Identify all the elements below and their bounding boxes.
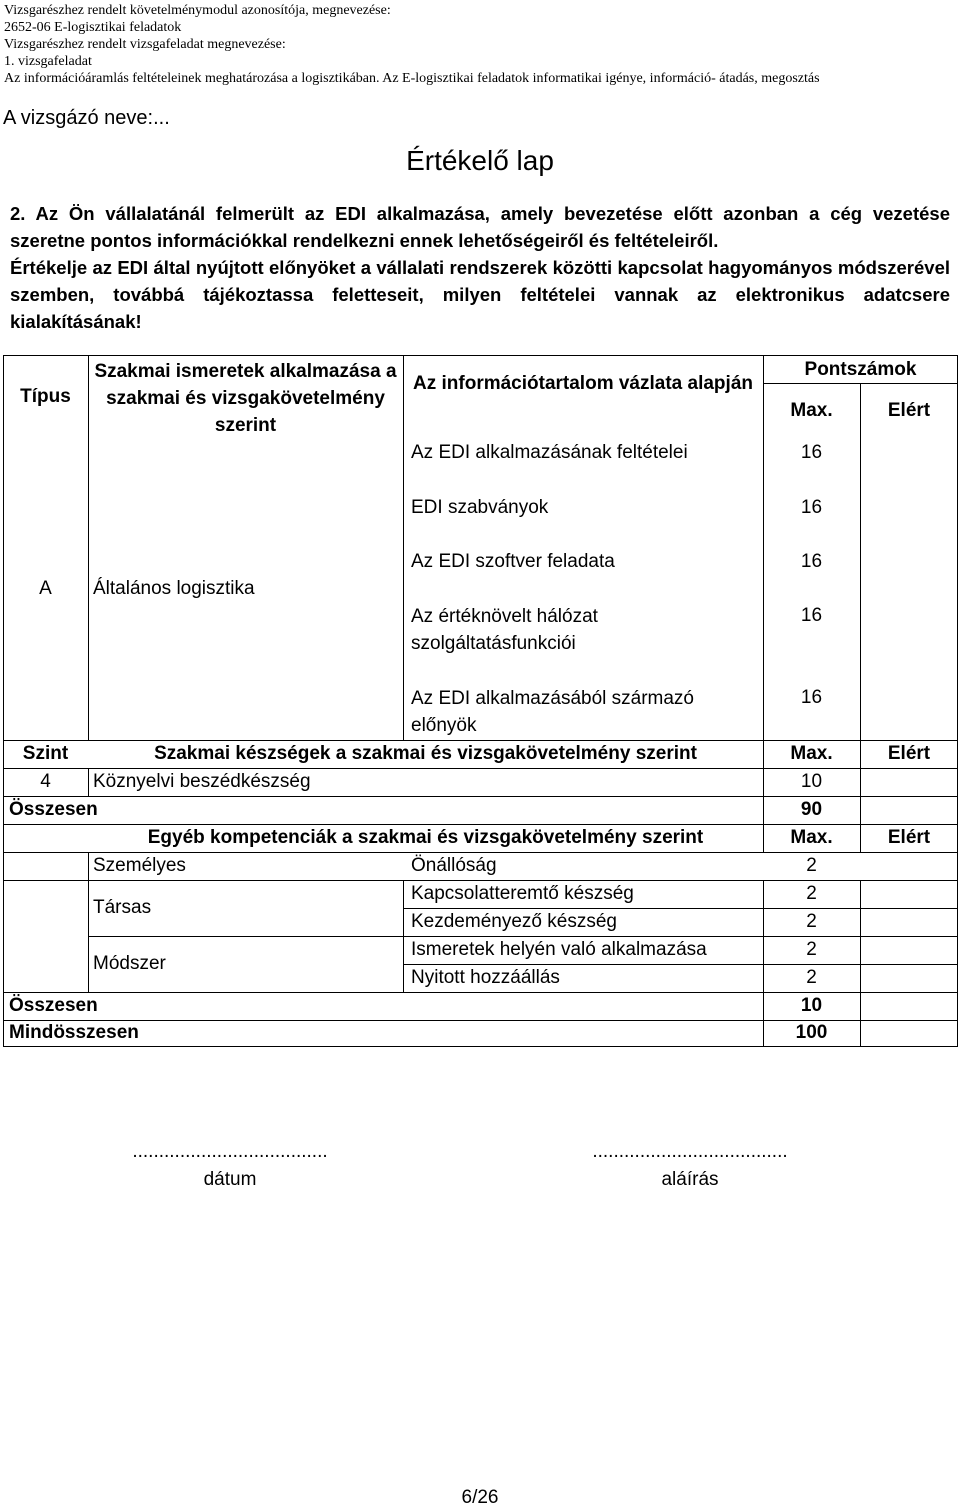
content-item-max: 16 bbox=[800, 605, 823, 626]
page-number: 6/26 bbox=[461, 1487, 499, 1508]
header-points: Pontszámok bbox=[804, 359, 917, 380]
competency-item-max: 2 bbox=[806, 855, 817, 876]
date-dots: ..................................... bbox=[132, 1141, 328, 1162]
content-item: Az EDI alkalmazásából származó előnyök bbox=[411, 688, 694, 736]
competency-item-max: 2 bbox=[806, 967, 817, 988]
content-item: EDI szabványok bbox=[411, 497, 549, 518]
module-label: Vizsgarészhez rendelt követelménymodul azonosítója, megnevezése: bbox=[4, 3, 391, 18]
content-item: Az értéknövelt hálózat szolgáltatásfunkciói bbox=[411, 606, 598, 654]
subtotal-label: Összesen bbox=[9, 995, 98, 1016]
page-title: Értékelő lap bbox=[406, 145, 554, 176]
date-block bbox=[80, 1138, 380, 1194]
task-title: Az információáramlás feltételeinek meghatározása a logisztikában. Az E-logisztikai feladatok informatikai igénye, információ- átadás, megosztás bbox=[4, 71, 820, 86]
competency-item: Nyitott hozzáállás bbox=[411, 967, 560, 988]
competency-item-max: 2 bbox=[806, 939, 817, 960]
content-item-max: 16 bbox=[800, 551, 823, 572]
level-header: Szint bbox=[22, 743, 69, 764]
skills-max-header: Max. bbox=[790, 743, 833, 764]
scoring-table bbox=[3, 355, 958, 1047]
competency-item: Kapcsolatteremtő készség bbox=[411, 883, 634, 904]
header-type: Típus bbox=[20, 386, 71, 407]
content-item-max: 16 bbox=[800, 687, 823, 708]
header-knowledge: Szakmai ismeretek alkalmazása a szakmai és vizsgakövetelmény szerint bbox=[94, 361, 397, 436]
content-item: Az EDI szoftver feladata bbox=[411, 551, 615, 572]
content-item-max: 16 bbox=[800, 497, 823, 518]
skill-item: Köznyelvi beszédkészség bbox=[93, 771, 311, 792]
competency-item-max: 2 bbox=[806, 883, 817, 904]
competency-item-max: 2 bbox=[806, 911, 817, 932]
task-paragraph-1: 2. Az Ön vállalatánál felmerült az EDI alkalmazása, amely bevezetése előtt azonban a cég vezetése szeretne pontos információkkal rendelkezni ennek lehetőségeiről és feltételeiről. bbox=[10, 203, 950, 251]
task-paragraph-2: Értékelje az EDI által nyújtott előnyöket a vállalati rendszerek közötti kapcsolat hagyományos módszerével szemben, továbbá tájékoztassa feletteseit, milyen feltételei vannak az elektronikus adatcsere kialakításának! bbox=[10, 257, 950, 332]
competency-group: Módszer bbox=[93, 953, 166, 974]
competencies-header: Egyéb kompetenciák a szakmai és vizsgakövetelmény szerint bbox=[147, 827, 704, 848]
task-description bbox=[10, 200, 950, 335]
subtotal-value: 10 bbox=[800, 995, 823, 1016]
header-content: Az információtartalom vázlata alapján bbox=[413, 373, 753, 394]
competency-item: Kezdeményező készség bbox=[411, 911, 617, 932]
task-label: Vizsgarészhez rendelt vizsgafeladat megnevezése: bbox=[4, 37, 286, 52]
signature-label: aláírás bbox=[661, 1169, 719, 1190]
skills-header: Szakmai készségek a szakmai és vizsgakövetelmény szerint bbox=[154, 743, 697, 764]
signature-dots: ..................................... bbox=[592, 1141, 788, 1162]
signature-block bbox=[540, 1138, 840, 1194]
candidate-name-line: A vizsgázó neve:... bbox=[3, 107, 170, 129]
competencies-max-header: Max. bbox=[790, 827, 833, 848]
grand-total-label: Mindösszesen bbox=[9, 1022, 139, 1043]
competency-group: Társas bbox=[93, 897, 152, 918]
competencies-achieved-header: Elért bbox=[887, 827, 931, 848]
section-topic: Általános logisztika bbox=[93, 578, 255, 599]
grand-total-value: 100 bbox=[795, 1022, 828, 1043]
section-type: A bbox=[39, 578, 52, 599]
date-label: dátum bbox=[203, 1169, 257, 1190]
subtotal-label: Összesen bbox=[9, 799, 98, 820]
module-code: 2652-06 E-logisztikai feladatok bbox=[4, 20, 182, 35]
header-max: Max. bbox=[790, 400, 833, 421]
competency-item: Önállóság bbox=[411, 855, 497, 876]
header-achieved: Elért bbox=[887, 400, 931, 421]
subtotal-value: 90 bbox=[800, 799, 823, 820]
competency-item: Ismeretek helyén való alkalmazása bbox=[411, 939, 707, 960]
task-number: 1. vizsgafeladat bbox=[4, 54, 92, 69]
content-item-max: 16 bbox=[800, 442, 823, 463]
skill-level: 4 bbox=[40, 771, 51, 792]
competency-group: Személyes bbox=[93, 855, 186, 876]
skill-item-max: 10 bbox=[800, 771, 823, 792]
skills-achieved-header: Elért bbox=[887, 743, 931, 764]
content-item: Az EDI alkalmazásának feltételei bbox=[411, 442, 688, 463]
